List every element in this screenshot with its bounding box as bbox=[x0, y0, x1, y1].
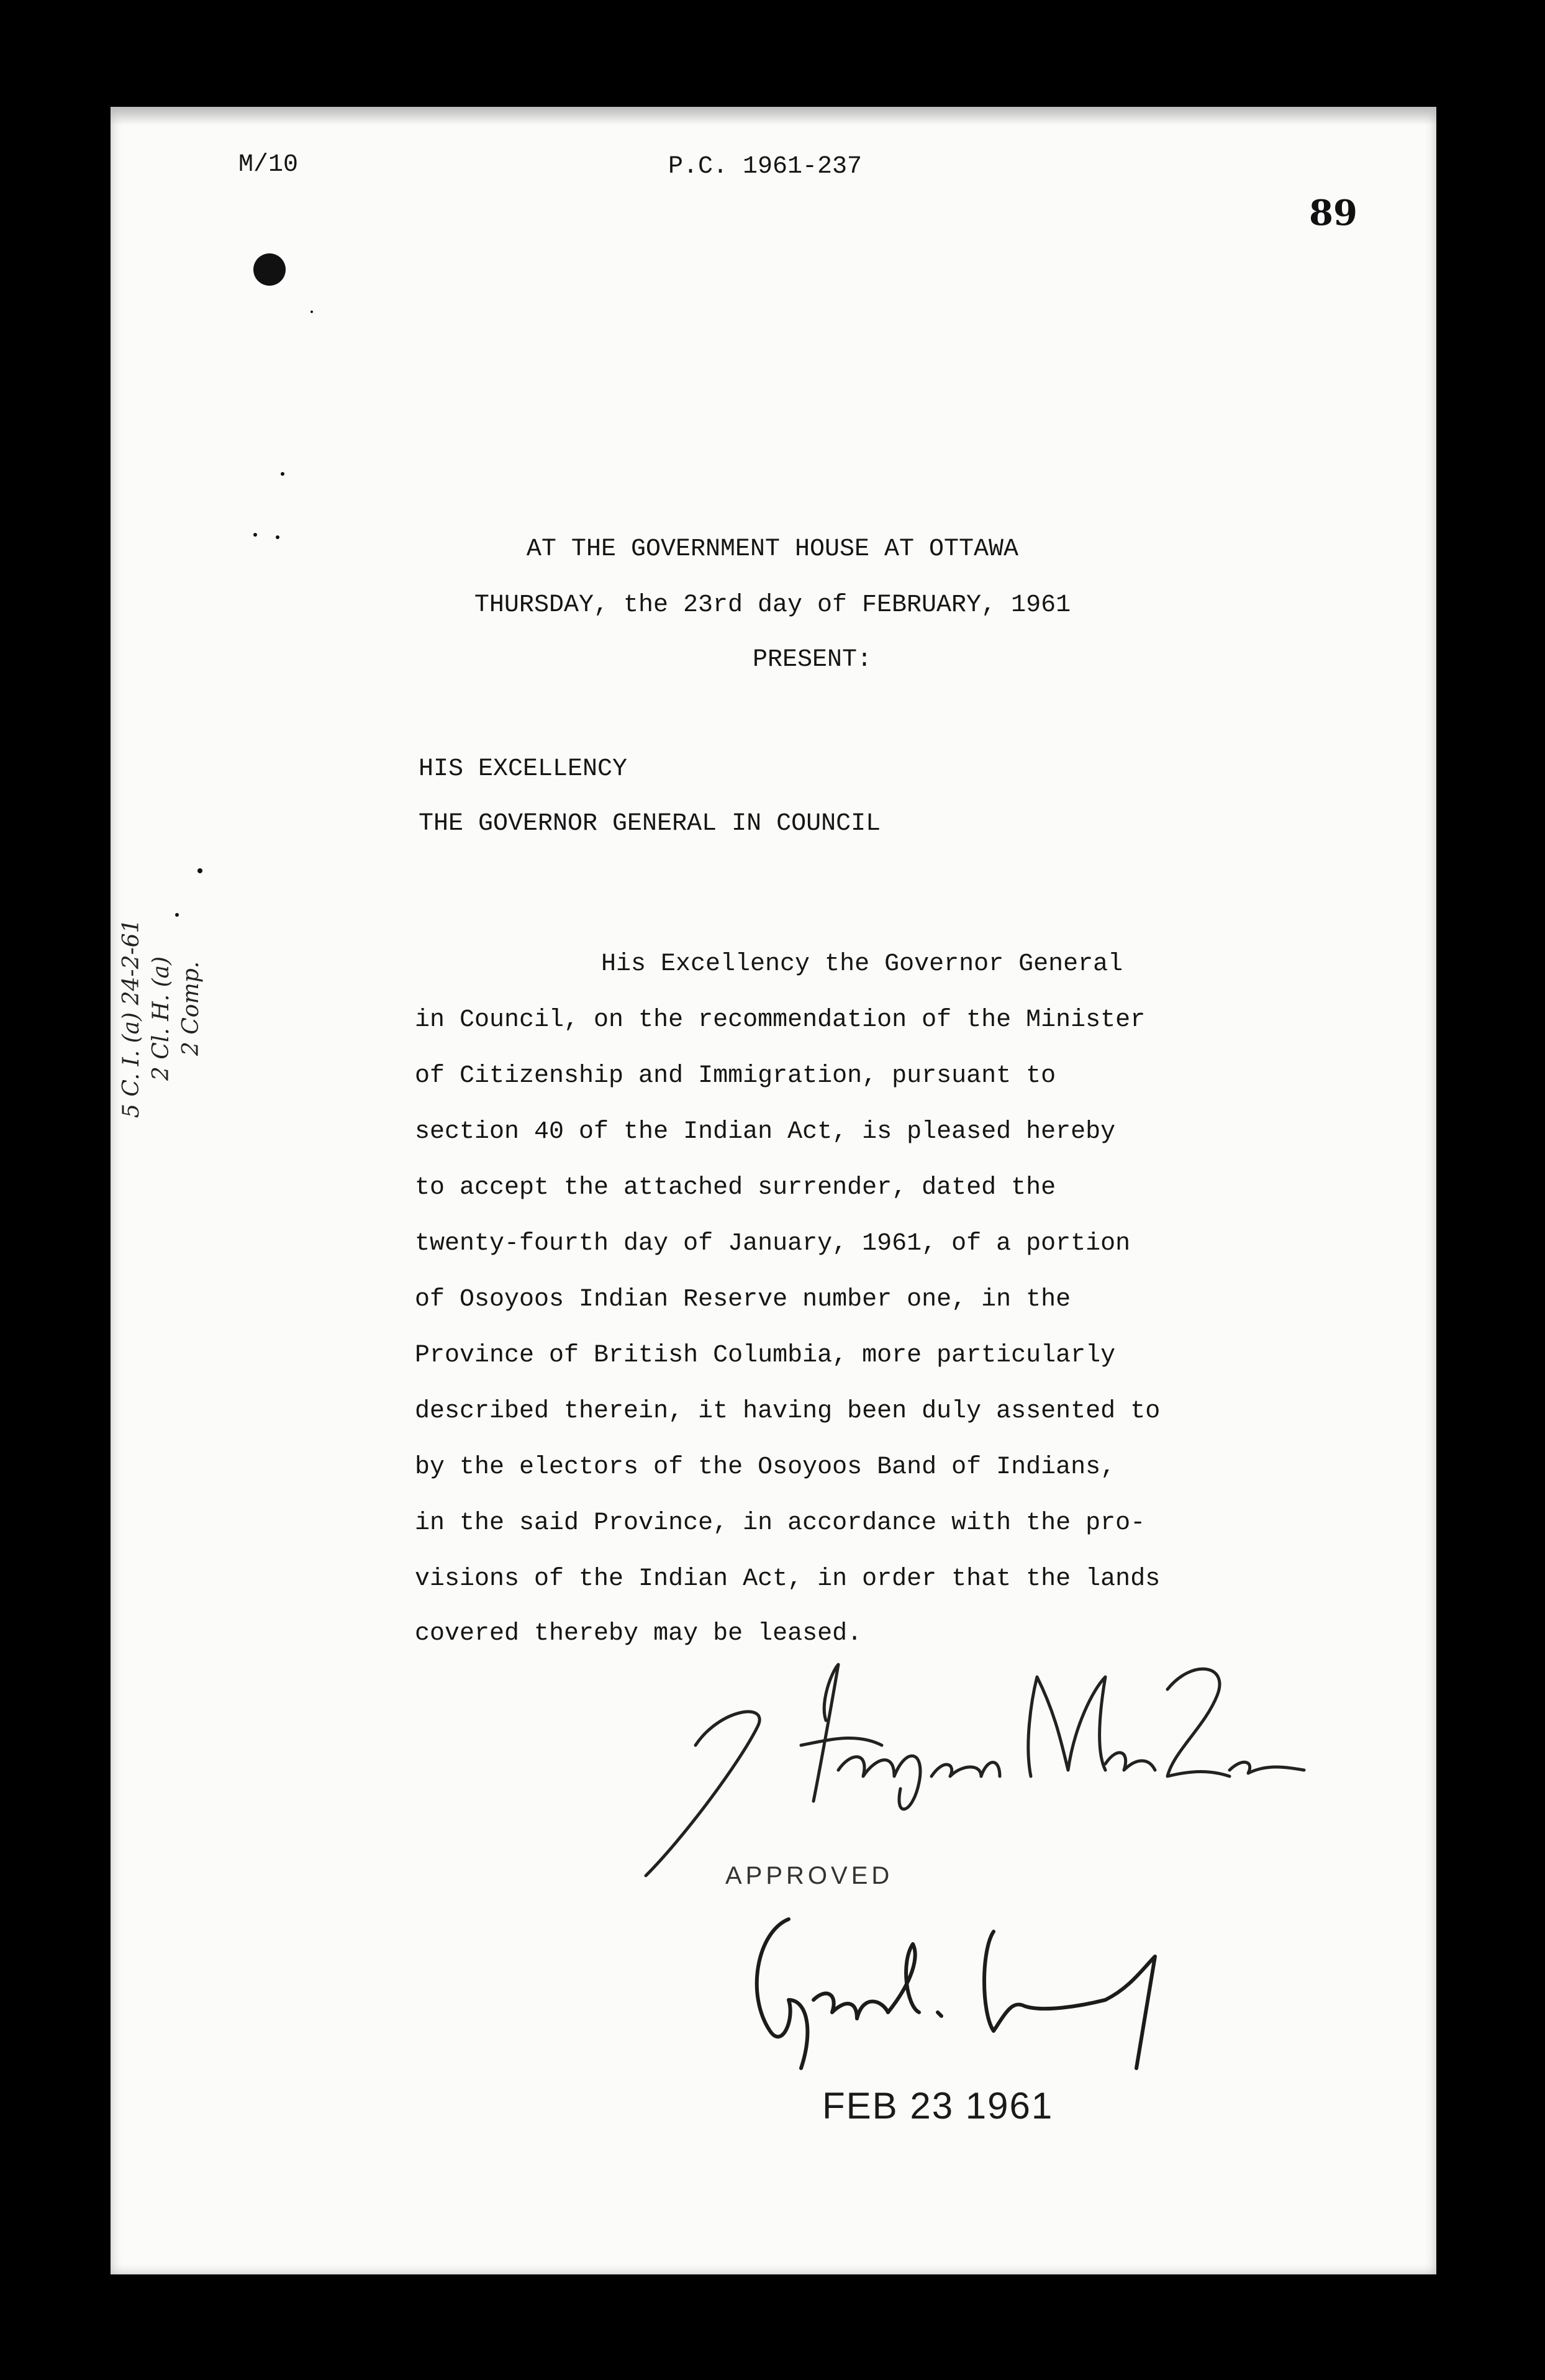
body-line: His Excellency the Governor General bbox=[601, 950, 1123, 978]
speck bbox=[281, 472, 284, 476]
body-line: in Council, on the recommendation of the Minister bbox=[415, 1006, 1146, 1034]
body-line: described therein, it having been duly assented to bbox=[415, 1397, 1161, 1425]
file-reference: M/10 bbox=[238, 151, 299, 179]
present-line-2: THE GOVERNOR GENERAL IN COUNCIL bbox=[419, 810, 881, 838]
approved-label: APPROVED bbox=[725, 1862, 894, 1889]
speck bbox=[175, 913, 179, 917]
speck bbox=[197, 868, 202, 873]
body-line: by the electors of the Osoyoos Band of Indians, bbox=[415, 1453, 1116, 1481]
body-line: of Osoyoos Indian Reserve number one, in the bbox=[415, 1286, 1071, 1314]
body-line: to accept the attached surrender, dated the bbox=[415, 1174, 1056, 1202]
body-line: in the said Province, in accordance with the pro- bbox=[415, 1509, 1146, 1537]
margin-note-line-1: 5 C. I. (a) 24-2-61 bbox=[119, 919, 144, 1118]
present-line-1: HIS EXCELLENCY bbox=[419, 755, 628, 783]
margin-note-line-3: 2 Comp. bbox=[178, 961, 204, 1056]
body-line: of Citizenship and Immigration, pursuant to bbox=[415, 1062, 1056, 1090]
body-line: visions of the Indian Act, in order that the lands bbox=[415, 1565, 1161, 1593]
title-date-line: THURSDAY, the 23rd day of FEBRUARY, 1961 bbox=[474, 591, 1071, 619]
body-line: Province of British Columbia, more particularly bbox=[415, 1342, 1116, 1369]
margin-note-line-2: 2 Cl. H. (a) bbox=[148, 956, 174, 1081]
minister-signature bbox=[633, 1652, 1316, 1888]
handwritten-margin-note bbox=[117, 919, 206, 1118]
page-edge-shadow bbox=[111, 107, 1436, 125]
approval-date-stamp: FEB 23 1961 bbox=[822, 2085, 1054, 2127]
body-line: twenty-fourth day of January, 1961, of a portion bbox=[415, 1230, 1131, 1258]
title-location-line: AT THE GOVERNMENT HOUSE AT OTTAWA bbox=[526, 535, 1019, 563]
body-line: covered thereby may be leased. bbox=[415, 1620, 863, 1648]
punch-hole-mark bbox=[253, 253, 286, 286]
governor-general-signature bbox=[733, 1907, 1192, 2081]
order-number: P.C. 1961-237 bbox=[668, 153, 863, 181]
title-present-line: PRESENT: bbox=[752, 646, 872, 674]
page-number: 89 bbox=[1309, 193, 1357, 234]
body-line: section 40 of the Indian Act, is pleased hereby bbox=[415, 1118, 1116, 1146]
speck bbox=[310, 311, 313, 313]
